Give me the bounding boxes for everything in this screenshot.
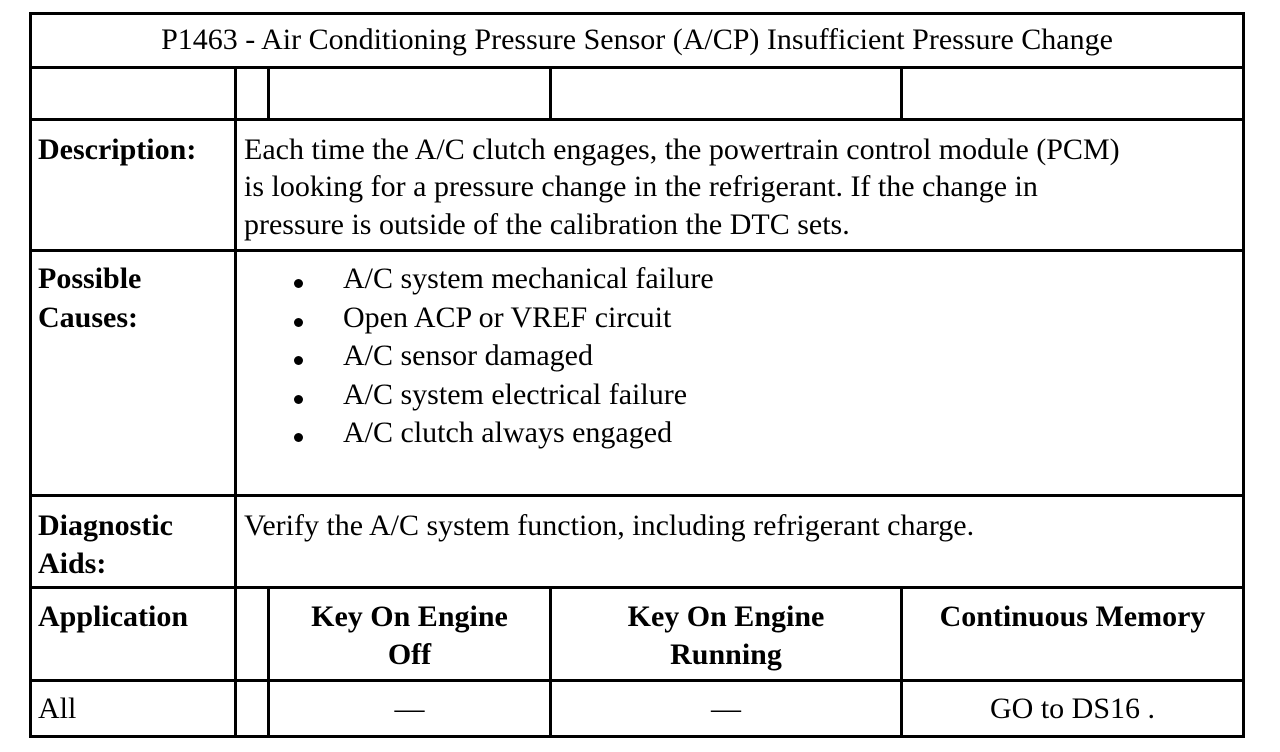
description-line: Each time the A/C clutch engages, the powertrain control module (PCM)	[244, 133, 1120, 166]
diagnostic-aids-text: Verify the A/C system function, including refrigerant charge.	[244, 509, 975, 542]
row-divider	[29, 66, 1245, 69]
page-title: P1463 - Air Conditioning Pressure Sensor (A/CP) Insufficient Pressure Change	[161, 23, 1113, 56]
bullet-icon	[294, 356, 303, 365]
bullet-icon	[294, 318, 303, 327]
diagnostic-aids-label: Diagnostic	[38, 509, 173, 542]
koeo-header: Off	[387, 638, 432, 671]
row-divider	[29, 494, 1245, 497]
table-border-left	[29, 12, 32, 738]
row-divider	[29, 249, 1245, 252]
bullet-icon	[294, 395, 303, 404]
description-line: is looking for a pressure change in the refrigerant. If the change in	[244, 170, 1038, 203]
application-header: Application	[38, 600, 189, 633]
cause-item: A/C system electrical failure	[343, 378, 688, 411]
table-cell: —	[394, 692, 425, 725]
column-divider	[234, 66, 237, 738]
table-border-bottom	[29, 735, 1245, 738]
diagnostic-aids-label: Aids:	[38, 547, 107, 580]
koeo-header: Key On Engine	[311, 600, 508, 633]
koer-header: Running	[670, 638, 782, 671]
table-cell: —	[711, 692, 741, 725]
description-label: Description:	[38, 133, 197, 166]
cause-item: A/C clutch always engaged	[343, 416, 673, 449]
description-line: pressure is outside of the calibration the DTC sets.	[244, 208, 850, 241]
row-divider	[29, 118, 1245, 121]
cause-item: A/C system mechanical failure	[343, 262, 714, 295]
possible-causes-label: Causes:	[38, 301, 139, 334]
column-divider	[267, 66, 270, 121]
continuous-memory-header: Continuous Memory	[939, 600, 1206, 633]
cause-item: Open ACP or VREF circuit	[343, 301, 672, 334]
bullet-icon	[294, 433, 303, 442]
table-border-top	[29, 12, 1245, 15]
table-cell: All	[38, 692, 77, 725]
cause-item: A/C sensor damaged	[343, 339, 593, 372]
bullet-icon	[294, 279, 303, 288]
possible-causes-label: Possible	[38, 262, 142, 295]
column-divider	[900, 66, 903, 121]
koer-header: Key On Engine	[627, 600, 825, 633]
table-border-right	[1242, 12, 1245, 738]
row-divider	[29, 586, 1245, 589]
column-divider	[549, 66, 552, 121]
table-cell: GO to DS16 .	[989, 692, 1155, 725]
row-divider	[29, 679, 1245, 682]
